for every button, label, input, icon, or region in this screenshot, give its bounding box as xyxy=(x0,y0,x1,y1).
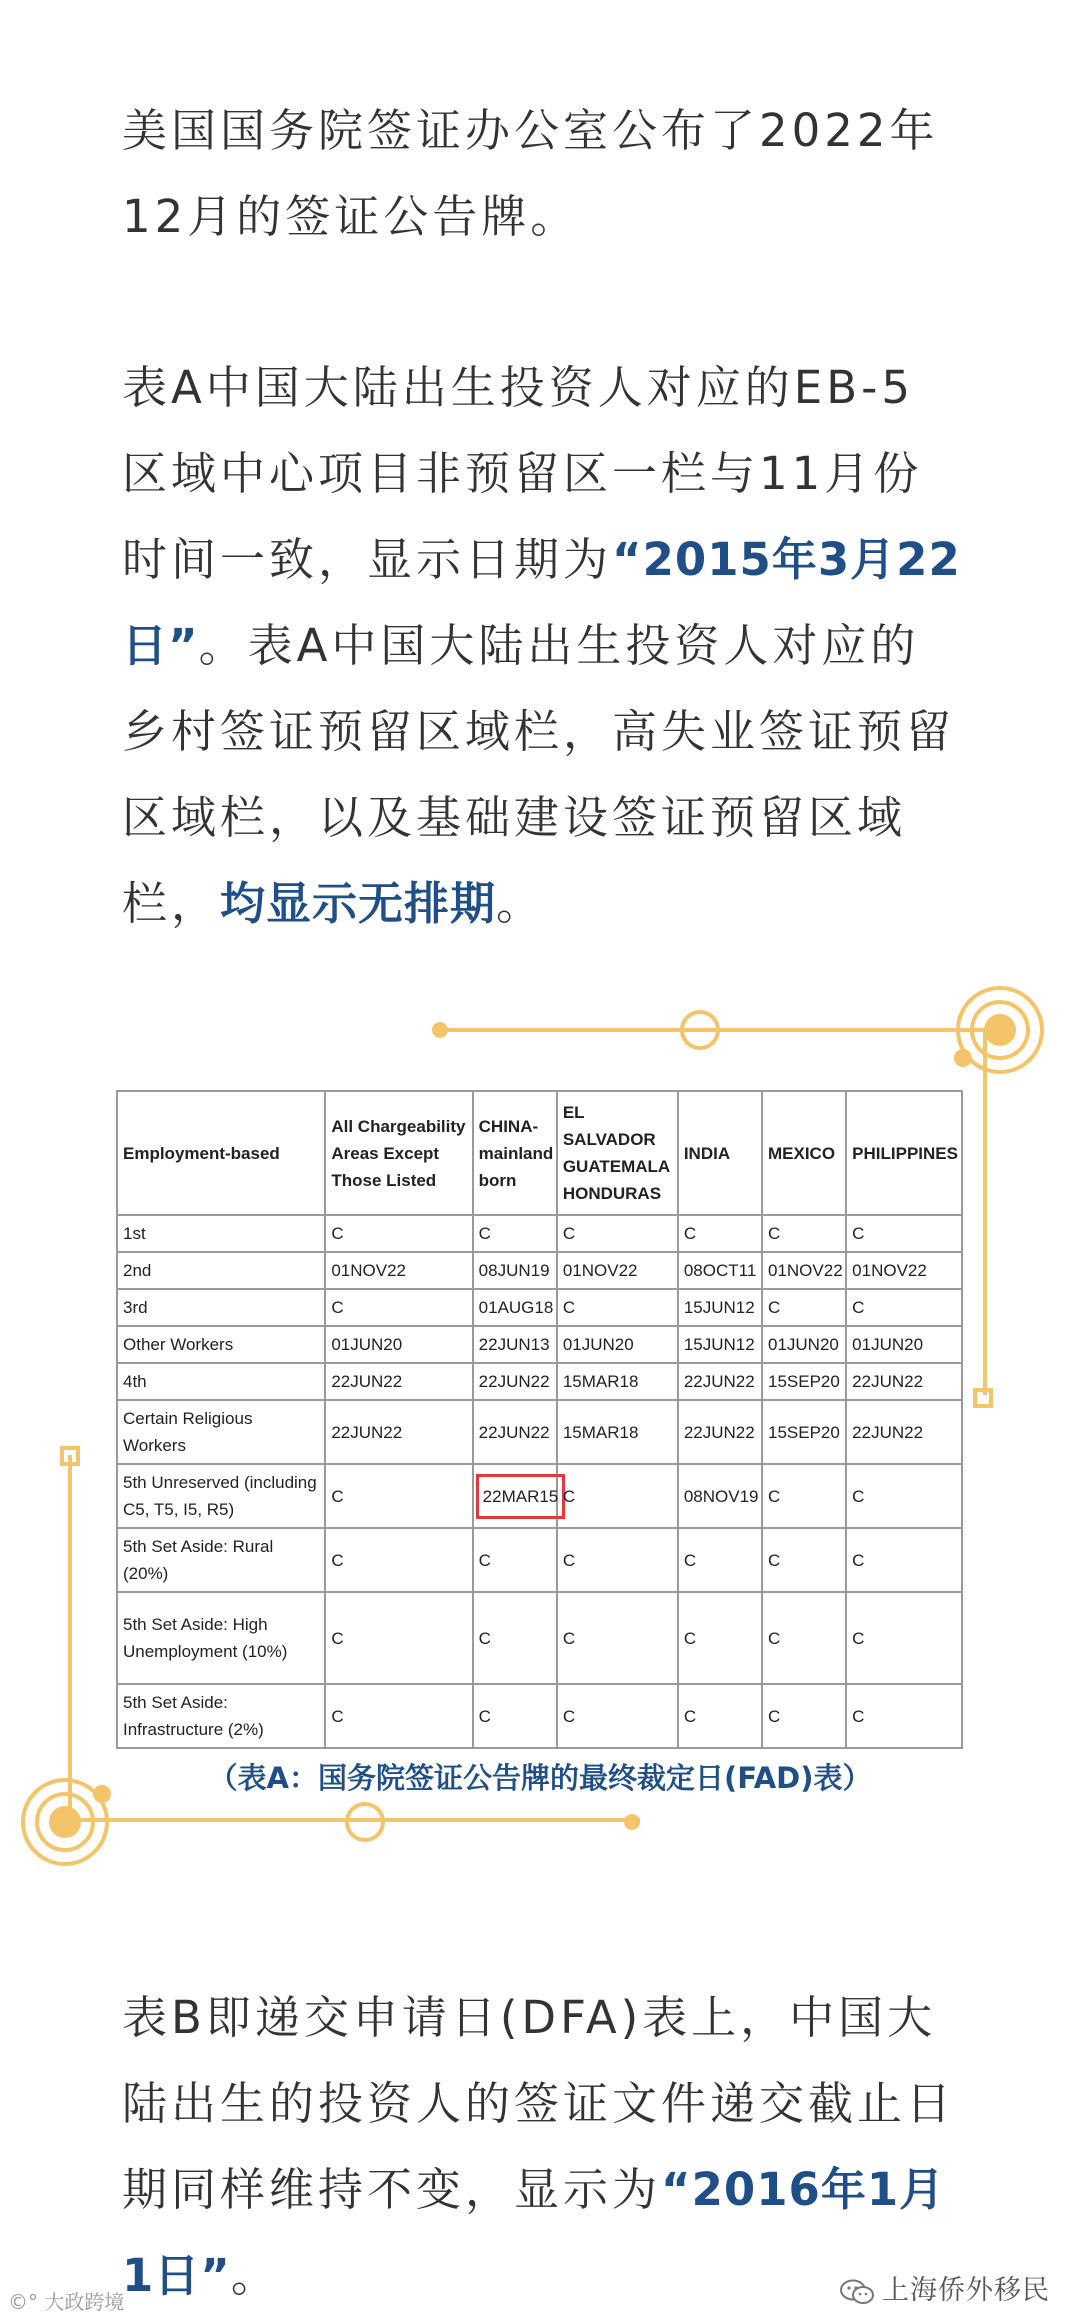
table-cell: 15MAR18 xyxy=(557,1400,678,1464)
table-cell: 01JUN20 xyxy=(846,1326,962,1363)
table-cell: C xyxy=(325,1528,472,1592)
intro-text: 美国国务院签证办公室公布了2022年12月的签证公告牌。 xyxy=(122,104,939,243)
table-cell: C xyxy=(762,1684,846,1748)
header-el-salvador: EL SALVADOR GUATEMALA HONDURAS xyxy=(557,1091,678,1215)
row-label: 5th Unreserved (including C5, T5, I5, R5) xyxy=(117,1464,325,1528)
table-b-paragraph xyxy=(122,1975,962,2319)
table-cell: C xyxy=(846,1215,962,1252)
table-cell: 01NOV22 xyxy=(557,1252,678,1289)
table-cell: C xyxy=(473,1528,557,1592)
table-row xyxy=(117,1363,962,1400)
table-row xyxy=(117,1592,962,1684)
table-cell: C xyxy=(762,1528,846,1592)
table-cell: C xyxy=(762,1215,846,1252)
fad-table xyxy=(116,1090,963,1749)
table-cell: 22JUN22 xyxy=(473,1363,557,1400)
table-cell: C xyxy=(678,1684,762,1748)
wechat-watermark xyxy=(840,2268,1050,2307)
table-cell: C xyxy=(325,1464,472,1528)
table-cell: 01AUG18 xyxy=(473,1289,557,1326)
table-row xyxy=(117,1215,962,1252)
table-cell: C xyxy=(846,1684,962,1748)
table-cell: 15JUN12 xyxy=(678,1289,762,1326)
table-caption: （表A：国务院签证公告牌的最终裁定日(FAD)表） xyxy=(208,1761,872,1795)
date-highlight-2015: “2015年3月22日” xyxy=(122,533,961,672)
table-row xyxy=(117,1684,962,1748)
row-label: 1st xyxy=(117,1215,325,1252)
red-highlight-box: 22MAR15 xyxy=(476,1474,566,1519)
table-cell: 01JUN20 xyxy=(557,1326,678,1363)
table-row xyxy=(117,1326,962,1363)
watermark-logo-icon: ©° xyxy=(8,2290,45,2314)
table-cell: C xyxy=(473,1215,557,1252)
table-cell: 22JUN22 xyxy=(846,1400,962,1464)
row-label: 5th Set Aside: Infrastructure (2%) xyxy=(117,1684,325,1748)
table-cell: C xyxy=(846,1528,962,1592)
table-cell: 01NOV22 xyxy=(762,1252,846,1289)
table-cell: 22JUN22 xyxy=(473,1400,557,1464)
table-cell: C xyxy=(762,1592,846,1684)
table-a-text-1: 表A中国大陆出生投资人对应的EB-5区域中心项目非预留区一栏与11月份时间一致，显示日期为 xyxy=(122,361,923,586)
header-all-chargeability: All Chargeability Areas Except Those Listed xyxy=(325,1091,472,1215)
table-row xyxy=(117,1400,962,1464)
row-label: 4th xyxy=(117,1363,325,1400)
header-india: INDIA xyxy=(678,1091,762,1215)
table-cell: 15SEP20 xyxy=(762,1400,846,1464)
watermark-text: 大政跨境 xyxy=(44,2290,125,2314)
table-header-row xyxy=(117,1091,962,1215)
table-cell: C xyxy=(678,1215,762,1252)
corner-watermark xyxy=(8,2286,124,2315)
row-label: 3rd xyxy=(117,1289,325,1326)
row-label: Certain Religious Workers xyxy=(117,1400,325,1464)
table-cell: 22JUN22 xyxy=(325,1400,472,1464)
table-row xyxy=(117,1464,962,1528)
table-cell: 01NOV22 xyxy=(325,1252,472,1289)
table-cell: C xyxy=(762,1289,846,1326)
header-philippines: PHILIPPINES xyxy=(846,1091,962,1215)
table-cell: C xyxy=(846,1464,962,1528)
table-cell: C xyxy=(846,1592,962,1684)
table-cell: C xyxy=(325,1215,472,1252)
table-cell: C xyxy=(557,1464,678,1528)
table-cell: C xyxy=(557,1684,678,1748)
table-cell: 22JUN22 xyxy=(325,1363,472,1400)
wechat-icon xyxy=(840,2279,874,2305)
table-cell: C xyxy=(846,1289,962,1326)
table-cell: 22JUN22 xyxy=(678,1363,762,1400)
row-label: 2nd xyxy=(117,1252,325,1289)
table-cell: 08OCT11 xyxy=(678,1252,762,1289)
table-cell: C xyxy=(325,1592,472,1684)
table-cell: C xyxy=(678,1592,762,1684)
table-cell: C xyxy=(557,1528,678,1592)
table-b-text-2: 。 xyxy=(230,2249,280,2302)
row-label: 5th Set Aside: High Unemployment (10%) xyxy=(117,1592,325,1684)
date-highlight-2016: “2016年1月1日” xyxy=(122,2163,946,2302)
table-cell: C xyxy=(762,1464,846,1528)
row-label: Other Workers xyxy=(117,1326,325,1363)
table-cell: 15MAR18 xyxy=(557,1363,678,1400)
table-a-text-2: 。表A中国大陆出生投资人对应的乡村签证预留区域栏，高失业签证预留区域栏，以及基础建设签证预留区域栏， xyxy=(122,619,956,930)
header-china-mainland: CHINA-mainland born xyxy=(473,1091,557,1215)
table-cell: C xyxy=(473,1684,557,1748)
visa-bulletin-table-a xyxy=(116,1090,963,1749)
table-b-text-1: 表B即递交申请日(DFA)表上，中国大陆出生的投资人的签证文件递交截止日期同样维持不变，显示为 xyxy=(122,1991,956,2216)
wechat-account-name: 上海侨外移民 xyxy=(882,2275,1050,2306)
table-cell: C xyxy=(557,1289,678,1326)
table-cell-china-eb5 xyxy=(473,1464,557,1528)
table-row xyxy=(117,1289,962,1326)
table-cell: C xyxy=(557,1215,678,1252)
table-cell: 01JUN20 xyxy=(762,1326,846,1363)
table-cell: 01JUN20 xyxy=(325,1326,472,1363)
table-row xyxy=(117,1252,962,1289)
table-cell: 22JUN22 xyxy=(678,1400,762,1464)
table-cell: 01NOV22 xyxy=(846,1252,962,1289)
table-cell: 15SEP20 xyxy=(762,1363,846,1400)
table-cell: C xyxy=(473,1592,557,1684)
table-cell: 08JUN19 xyxy=(473,1252,557,1289)
table-cell: 08NOV19 xyxy=(678,1464,762,1528)
header-employment-based: Employment-based xyxy=(117,1091,325,1215)
header-mexico: MEXICO xyxy=(762,1091,846,1215)
table-cell: 22JUN13 xyxy=(473,1326,557,1363)
table-a-text-3: 。 xyxy=(496,877,546,930)
table-cell: C xyxy=(678,1528,762,1592)
table-cell: C xyxy=(325,1684,472,1748)
table-cell: 22JUN22 xyxy=(846,1363,962,1400)
no-backlog-highlight: 均显示无排期 xyxy=(220,877,497,930)
table-cell: C xyxy=(325,1289,472,1326)
table-row xyxy=(117,1528,962,1592)
table-cell: 15JUN12 xyxy=(678,1326,762,1363)
row-label: 5th Set Aside: Rural (20%) xyxy=(117,1528,325,1592)
table-cell: C xyxy=(557,1592,678,1684)
